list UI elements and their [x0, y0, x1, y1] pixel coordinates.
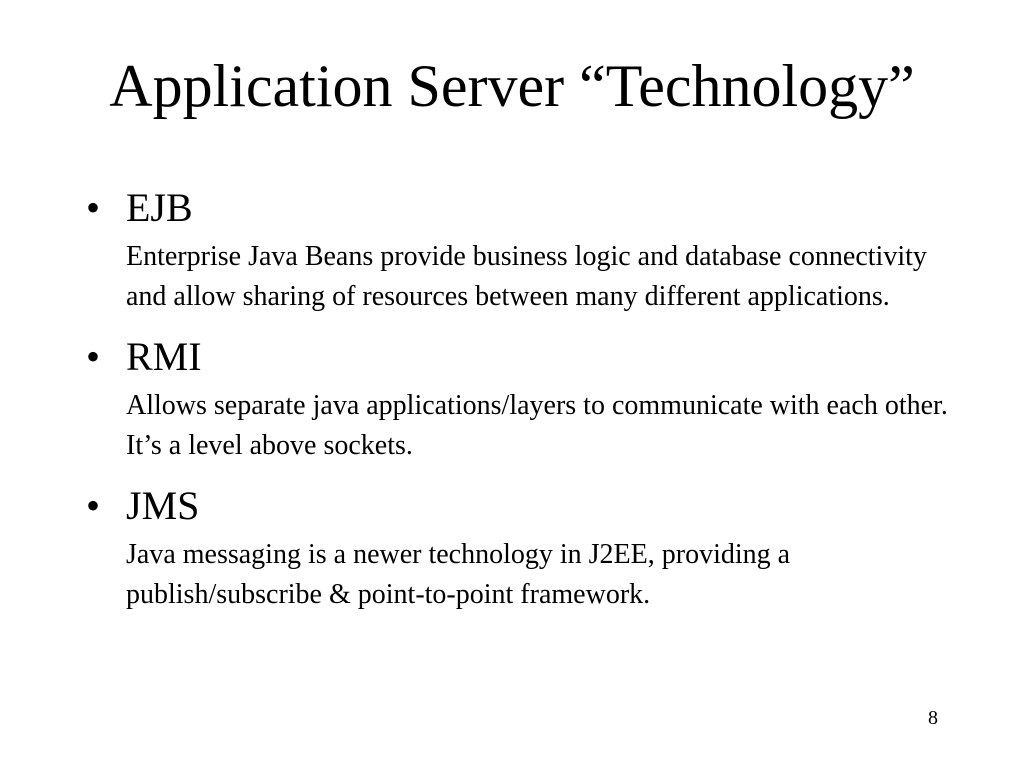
- page-number: 8: [928, 707, 938, 729]
- bullet-description: Enterprise Java Beans provide business logic and database connectivity and allow sharing of resources between many different applications.: [126, 241, 934, 312]
- bullet-item-jms: [86, 480, 966, 615]
- bullet-heading: JMS: [126, 483, 200, 528]
- bullet-description: Allows separate java applications/layers to communicate with each other. It’s a level above sockets.: [126, 390, 962, 461]
- bullet-icon: •: [86, 334, 101, 379]
- bullet-icon: •: [86, 185, 101, 230]
- bullet-description: Java messaging is a newer technology in J2EE, providing a publish/subscribe & point-to-point framework.: [126, 539, 798, 610]
- bullet-item-ejb: [86, 182, 966, 317]
- bullet-heading: EJB: [126, 185, 193, 230]
- bullet-item-rmi: [86, 331, 966, 466]
- bullet-list: [86, 182, 966, 629]
- slide-title: Application Server “Technology”: [109, 53, 915, 119]
- bullet-icon: •: [86, 483, 101, 528]
- bullet-heading: RMI: [126, 334, 202, 379]
